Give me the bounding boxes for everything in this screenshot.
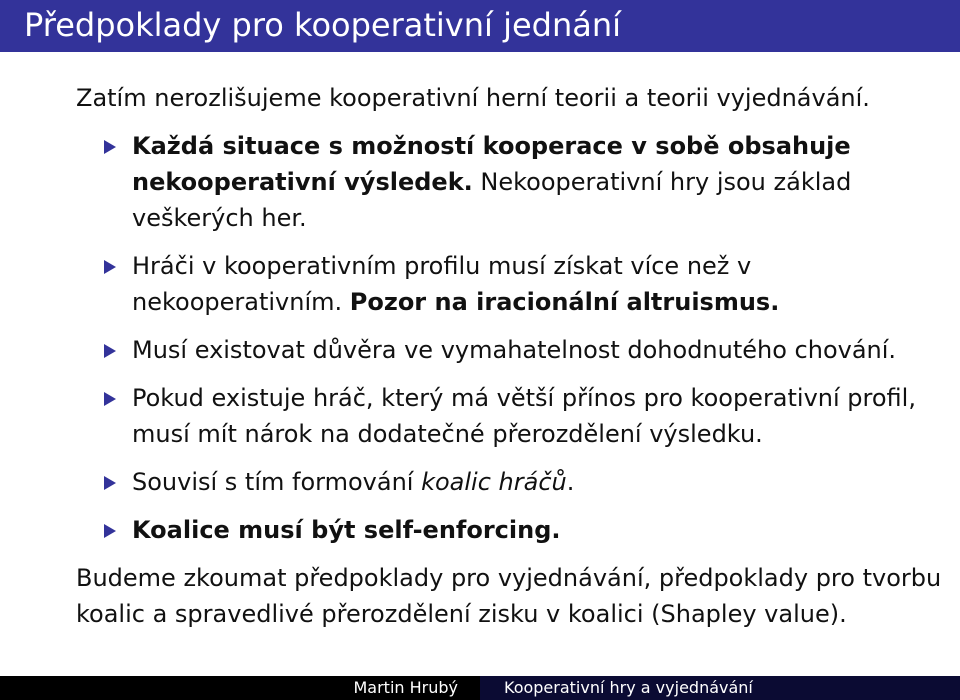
footer-course-box [480,676,960,700]
bullet-text: Souvisí s tím formování [132,468,422,496]
list-item [76,512,946,548]
triangle-bullet-icon [104,260,116,274]
slide-content [76,80,946,632]
triangle-bullet-icon [104,140,116,154]
triangle-bullet-icon [104,344,116,358]
footer-author: Martin Hrubý [353,678,458,697]
triangle-bullet-icon [104,392,116,406]
bullet-text-after: . [566,468,575,496]
bullet-bold-text: Každá situace s možností kooperace v sobě obsahuje nekooperativní výsledek. [132,132,851,196]
title-bar [0,0,960,52]
bullet-text: Nekooperativní hry jsou základ veškerých her. [132,168,852,232]
list-item [76,380,946,452]
outro-paragraph: Budeme zkoumat předpoklady pro vyjednávání, předpoklady pro tvorbu koalic a spravedlivé přerozdělení zisku v koalici (Shapley value). [76,564,942,628]
footer-course: Kooperativní hry a vyjednávání [504,678,753,697]
list-item [76,464,946,500]
bullet-text: Musí existovat důvěra ve vymahatelnost dohodnutého chování. [132,336,897,364]
intro-paragraph: Zatím nerozlišujeme kooperativní herní teorii a teorii vyjednávání. [76,84,870,112]
footer [0,676,960,700]
bullet-italic-text: koalic hráčů [421,468,567,496]
triangle-bullet-icon [104,524,116,538]
list-item [76,332,946,368]
bullet-bold-text: Pozor na iracionální altruismus. [349,288,780,316]
bullet-text: Pokud existuje hráč, který má větší přínos pro kooperativní profil, musí mít nárok na dodatečné přerozdělení výsledku. [132,384,916,448]
slide-title: Předpoklady pro kooperativní jednání [24,6,622,44]
bullet-text: Hráči v kooperativním profilu musí získat více než v nekooperativním. [132,252,752,316]
list-item [76,248,946,320]
bullet-list [76,128,946,548]
bullet-bold-text: Koalice musí být self-enforcing. [132,516,561,544]
footer-author-box [0,676,480,700]
triangle-bullet-icon [104,476,116,490]
list-item [76,128,946,236]
